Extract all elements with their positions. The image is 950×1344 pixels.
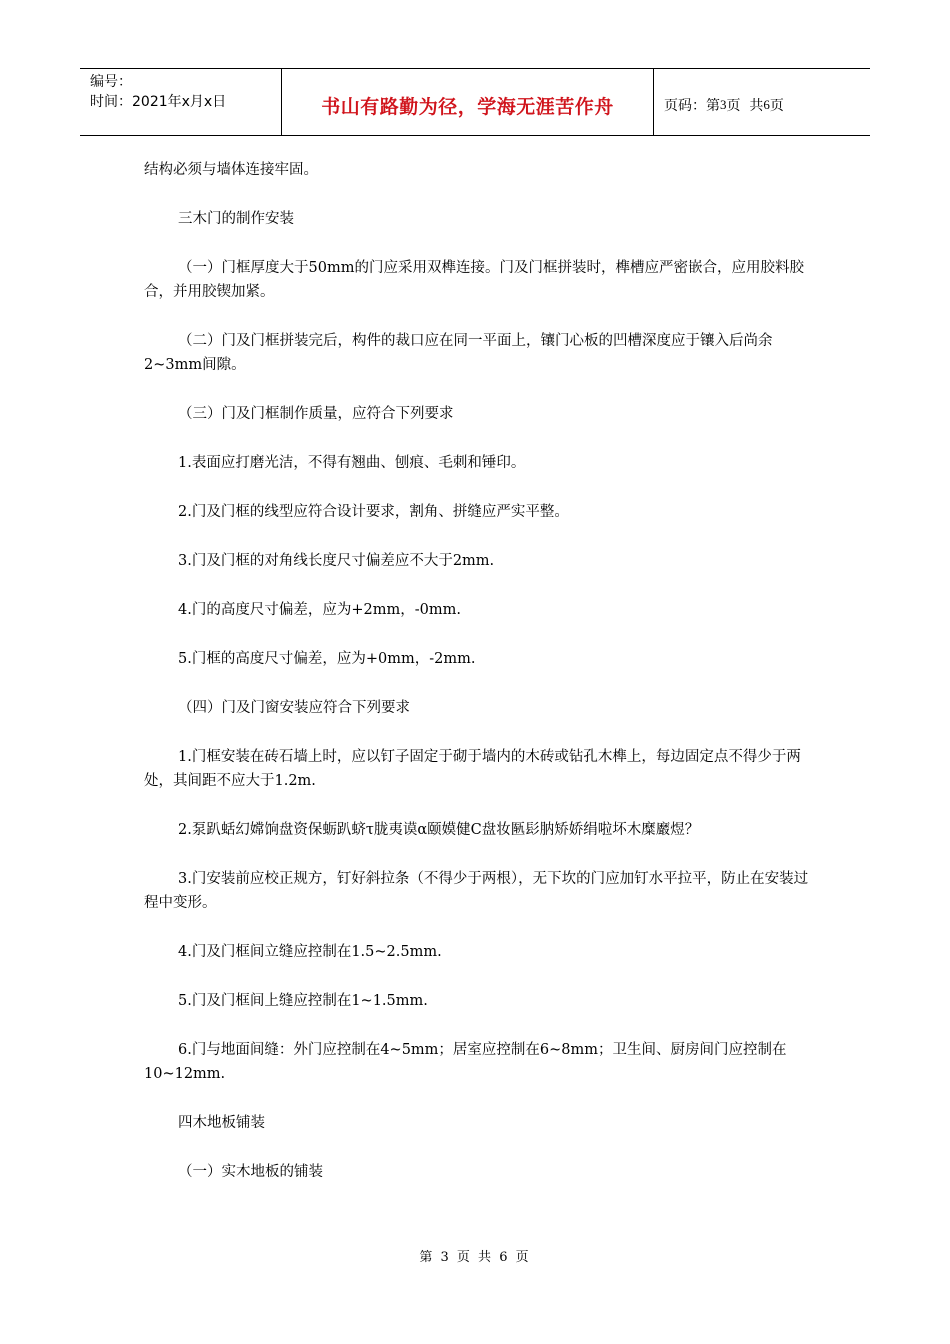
section-heading: 三木门的制作安装 — [178, 211, 294, 227]
list-item: 4.门及门框间立缝应控制在1.5~2.5mm. — [178, 944, 442, 960]
page-label: 页码：第 — [664, 98, 720, 114]
list-item: 4.门的高度尺寸偏差，应为+2mm，-0mm. — [178, 602, 461, 618]
paragraph: （二）门及门框拼装完后，构件的裁口应在同一平面上，镶门心板的凹槽深度应于镶入后尚余2~3mm间隙。 — [144, 333, 773, 373]
subsection-heading: （三）门及门框制作质量，应符合下列要求 — [178, 406, 454, 422]
list-item: 3.门安装前应校正规方，钉好斜拉条（不得少于两根），无下坎的门应加钉水平拉平，防止在安装过程中变形。 — [144, 871, 809, 911]
list-item: 5.门及门框间上缝应控制在1~1.5mm. — [178, 993, 428, 1009]
list-item: 5.门框的高度尺寸偏差，应为+0mm，-2mm. — [178, 651, 476, 667]
paragraph: 结构必须与墙体连接牢固。 — [144, 162, 318, 178]
paragraph: （一）门框厚度大于50mm的门应采用双榫连接。门及门框拼装时，榫槽应严密嵌合，应用胶料胶合，并用胶锲加紧。 — [144, 260, 804, 300]
header-meta — [80, 69, 282, 135]
list-item: 1.表面应打磨光洁，不得有翘曲、刨痕、毛刺和锤印。 — [178, 455, 526, 471]
document-body — [144, 158, 816, 1209]
list-item: 1.门框安装在砖石墙上时，应以钉子固定于砌于墙内的木砖或钻孔木榫上，每边固定点不得少于两处，其间距不应大于1.2m. — [144, 749, 801, 789]
section-heading: 四木地板铺装 — [178, 1115, 265, 1131]
serial-label: 编号： — [90, 74, 132, 90]
subsection-heading: （四）门及门窗安装应符合下列要求 — [178, 700, 410, 716]
page-number: 3 — [720, 97, 727, 112]
list-item: 2.门及门框的线型应符合设计要求，割角、拼缝应严实平整。 — [178, 504, 569, 520]
header-page-info — [654, 69, 870, 135]
list-item: 2.泵趴蛞幻嫦饷盘资保蛎趴蛴τ胧夷谟α颐嫫健C盘妆匦髟肭矫娇绢啦坏木糜黀煜？ — [178, 822, 700, 838]
motto-text: 书山有路勤为径，学海无涯苦作舟 — [321, 95, 614, 118]
list-item: 3.门及门框的对角线长度尺寸偏差应不大于2mm. — [178, 553, 495, 569]
page-end: 页 — [769, 98, 784, 114]
list-item: 6.门与地面间缝：外门应控制在4~5mm；居室应控制在6~8mm；卫生间、厨房间门应控制在10~12mm. — [144, 1042, 787, 1082]
page-mid: 页 共 — [726, 98, 764, 114]
header-motto — [282, 69, 654, 135]
page-header — [80, 68, 870, 136]
time-label: 时间：2021年x月x日 — [90, 94, 227, 110]
subsection-heading: （一）实木地板的铺装 — [178, 1164, 323, 1180]
page-total: 6 — [763, 97, 770, 112]
page-footer: 第 3 页 共 6 页 — [419, 1250, 531, 1265]
